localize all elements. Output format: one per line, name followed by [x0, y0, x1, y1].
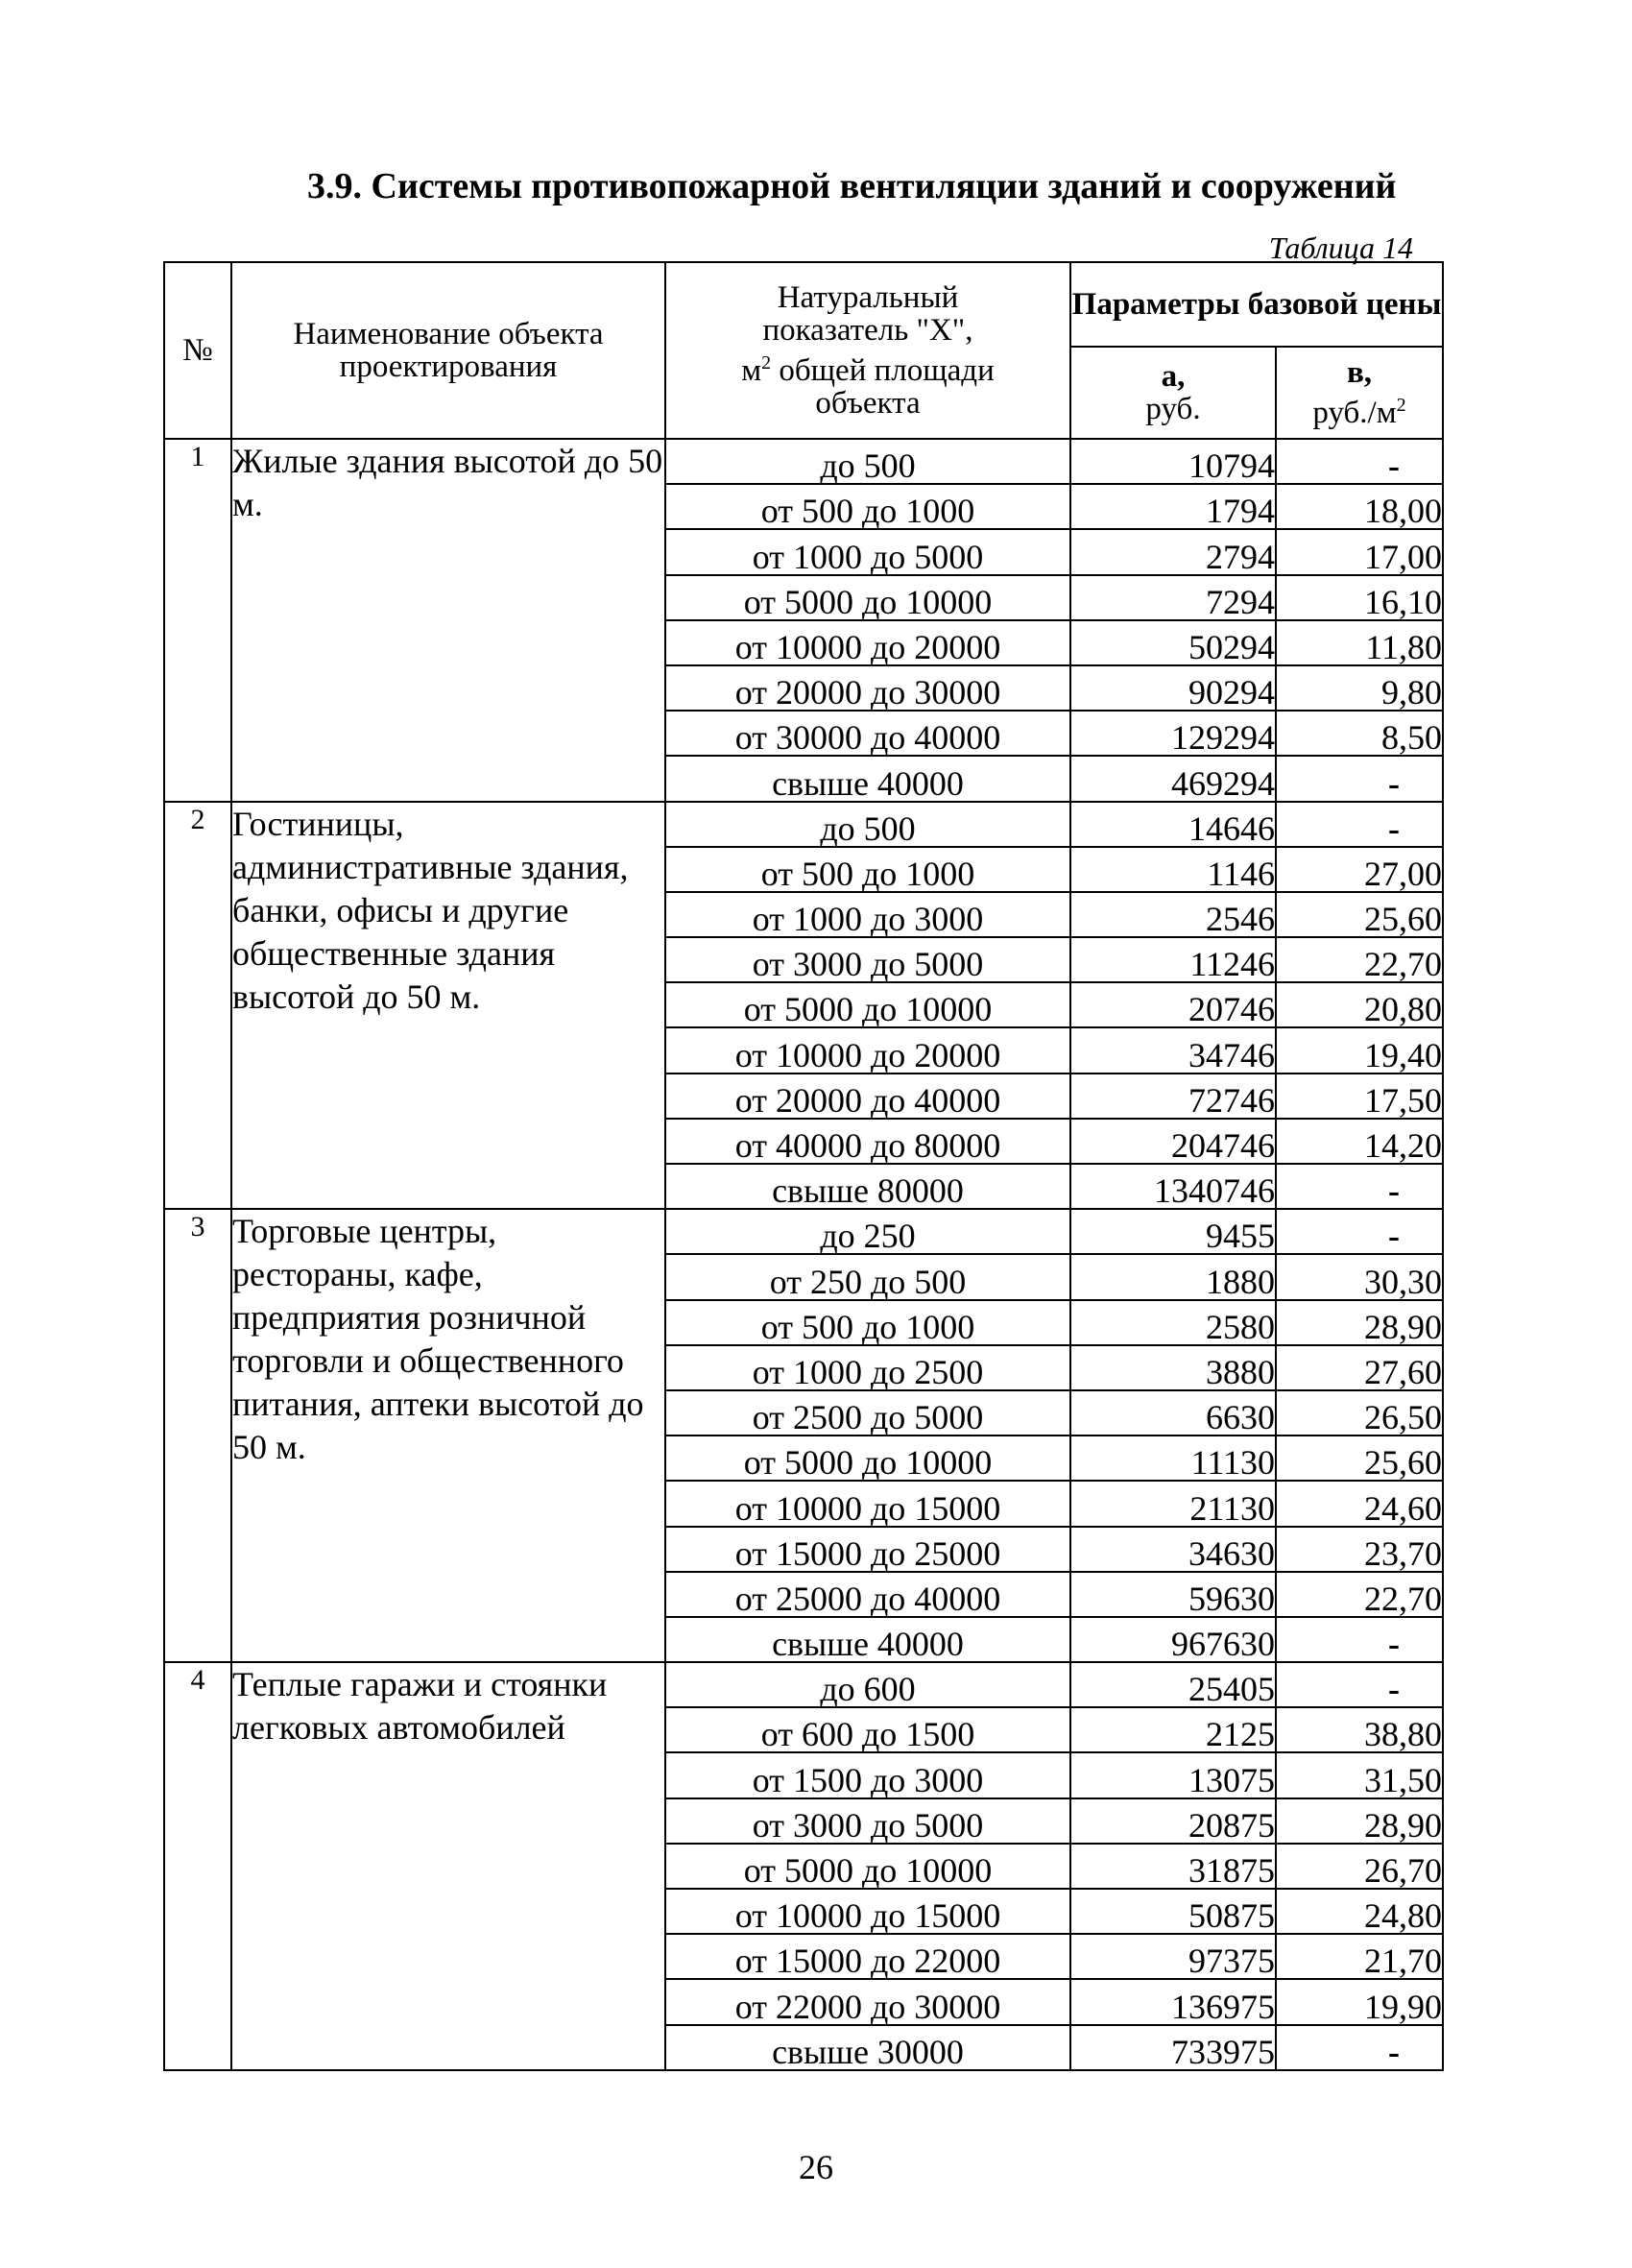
price-a-cell: 97375 — [1070, 1934, 1276, 1979]
area-range-cell: от 15000 до 22000 — [665, 1934, 1070, 1979]
price-b-cell: - — [1276, 802, 1443, 847]
price-a-cell: 50875 — [1070, 1889, 1276, 1934]
header-number: № — [164, 262, 231, 439]
page-title: 3.9. Системы противопожарной вентиляции зданий и сооружений — [307, 166, 1397, 206]
price-a-cell: 2546 — [1070, 892, 1276, 937]
area-range-cell: от 5000 до 10000 — [665, 575, 1070, 620]
group-number: 3 — [164, 1209, 231, 1662]
table-row — [164, 1662, 1443, 1707]
header-base-price-params: Параметры базовой цены — [1070, 262, 1443, 347]
area-range-cell: от 600 до 1500 — [665, 1707, 1070, 1752]
area-range-cell: от 30000 до 40000 — [665, 711, 1070, 756]
header-b-label: в, — [1346, 355, 1373, 390]
table-row — [164, 802, 1443, 847]
price-a-cell: 31875 — [1070, 1844, 1276, 1889]
price-a-cell: 1146 — [1070, 847, 1276, 892]
group-object-name: Гостиницы, административные здания, банки, офисы и другие общественные здания высотой до 50 м. — [231, 802, 665, 1210]
header-a — [1070, 347, 1276, 439]
price-a-cell: 21130 — [1070, 1481, 1276, 1526]
price-b-cell: 31,50 — [1276, 1752, 1443, 1798]
group-object-name: Торговые центры, рестораны, кафе, предприятия розничной торговли и общественного питания, аптеки высотой до 50 м. — [231, 1209, 665, 1662]
price-a-cell: 1880 — [1070, 1254, 1276, 1299]
price-a-cell: 469294 — [1070, 756, 1276, 801]
price-a-cell: 25405 — [1070, 1662, 1276, 1707]
area-range-cell: от 10000 до 20000 — [665, 1027, 1070, 1073]
price-b-cell: - — [1276, 1164, 1443, 1209]
table-row — [164, 439, 1443, 484]
price-b-cell: 22,70 — [1276, 1572, 1443, 1617]
price-b-cell: 11,80 — [1276, 620, 1443, 665]
price-a-cell: 1794 — [1070, 484, 1276, 529]
area-range-cell: до 250 — [665, 1209, 1070, 1254]
price-b-cell: 23,70 — [1276, 1527, 1443, 1572]
group-number: 1 — [164, 439, 231, 802]
price-b-cell: 24,60 — [1276, 1481, 1443, 1526]
price-a-cell: 2794 — [1070, 529, 1276, 574]
price-b-cell: 19,40 — [1276, 1027, 1443, 1073]
header-indicator-unit: м — [741, 353, 762, 388]
area-range-cell: от 500 до 1000 — [665, 847, 1070, 892]
area-range-cell: от 5000 до 10000 — [665, 1436, 1070, 1481]
area-range-cell: от 10000 до 15000 — [665, 1481, 1070, 1526]
group-number: 4 — [164, 1662, 231, 2070]
area-range-cell: от 20000 до 40000 — [665, 1074, 1070, 1119]
price-b-cell: - — [1276, 756, 1443, 801]
price-b-cell: 28,90 — [1276, 1300, 1443, 1345]
price-b-cell: 38,80 — [1276, 1707, 1443, 1752]
group-object-name: Теплые гаражи и стоянки легковых автомобилей — [231, 1662, 665, 2070]
area-range-cell: до 500 — [665, 439, 1070, 484]
header-object-name: Наименование объекта проектирования — [231, 262, 665, 439]
area-range-cell: от 3000 до 5000 — [665, 937, 1070, 982]
header-indicator-line1: Натуральный — [777, 280, 959, 315]
table-caption: Таблица 14 — [1268, 230, 1413, 265]
price-a-cell: 20746 — [1070, 982, 1276, 1027]
price-a-cell: 20875 — [1070, 1798, 1276, 1844]
price-b-cell: 17,50 — [1276, 1074, 1443, 1119]
price-b-cell: 25,60 — [1276, 1436, 1443, 1481]
table-body — [164, 439, 1443, 2070]
area-range-cell: до 500 — [665, 802, 1070, 847]
price-b-cell: 26,70 — [1276, 1844, 1443, 1889]
header-indicator — [665, 262, 1070, 439]
price-a-cell: 129294 — [1070, 711, 1276, 756]
area-range-cell: свыше 40000 — [665, 756, 1070, 801]
area-range-cell: от 250 до 500 — [665, 1254, 1070, 1299]
price-b-cell: 16,10 — [1276, 575, 1443, 620]
area-range-cell: от 3000 до 5000 — [665, 1798, 1070, 1844]
header-b-unit: руб./м — [1312, 396, 1397, 430]
price-b-cell: - — [1276, 2025, 1443, 2070]
header-indicator-line4: объекта — [815, 386, 921, 421]
price-a-cell: 136975 — [1070, 1979, 1276, 2024]
area-range-cell: от 5000 до 10000 — [665, 1844, 1070, 1889]
price-b-cell: 21,70 — [1276, 1934, 1443, 1979]
price-b-cell: 26,50 — [1276, 1390, 1443, 1436]
area-range-cell: от 2500 до 5000 — [665, 1390, 1070, 1436]
page-number: 26 — [799, 2148, 833, 2186]
price-a-cell: 204746 — [1070, 1119, 1276, 1164]
price-b-cell: 24,80 — [1276, 1889, 1443, 1934]
price-b-cell: 20,80 — [1276, 982, 1443, 1027]
area-range-cell: от 10000 до 15000 — [665, 1889, 1070, 1934]
price-a-cell: 13075 — [1070, 1752, 1276, 1798]
price-a-cell: 34630 — [1070, 1527, 1276, 1572]
table-row — [164, 1209, 1443, 1254]
price-a-cell: 2125 — [1070, 1707, 1276, 1752]
area-range-cell: от 22000 до 30000 — [665, 1979, 1070, 2024]
price-a-cell: 90294 — [1070, 665, 1276, 711]
price-b-cell: 19,90 — [1276, 1979, 1443, 2024]
area-range-cell: до 600 — [665, 1662, 1070, 1707]
price-b-cell: 30,30 — [1276, 1254, 1443, 1299]
price-b-cell: - — [1276, 439, 1443, 484]
price-b-cell: 27,60 — [1276, 1345, 1443, 1390]
price-b-cell: 18,00 — [1276, 484, 1443, 529]
group-object-name: Жилые здания высотой до 50 м. — [231, 439, 665, 802]
area-range-cell: от 1500 до 3000 — [665, 1752, 1070, 1798]
area-range-cell: от 40000 до 80000 — [665, 1119, 1070, 1164]
price-a-cell: 967630 — [1070, 1617, 1276, 1662]
area-range-cell: от 25000 до 40000 — [665, 1572, 1070, 1617]
header-a-label: а, — [1161, 359, 1186, 394]
area-range-cell: от 15000 до 25000 — [665, 1527, 1070, 1572]
price-a-cell: 6630 — [1070, 1390, 1276, 1436]
price-b-cell: 9,80 — [1276, 665, 1443, 711]
price-b-cell: - — [1276, 1662, 1443, 1707]
header-b — [1276, 347, 1443, 439]
price-b-cell: 8,50 — [1276, 711, 1443, 756]
price-a-cell: 2580 — [1070, 1300, 1276, 1345]
price-b-cell: 22,70 — [1276, 937, 1443, 982]
header-b-sup: 2 — [1396, 395, 1406, 416]
price-b-cell: 27,00 — [1276, 847, 1443, 892]
price-table — [163, 261, 1444, 2071]
price-a-cell: 11246 — [1070, 937, 1276, 982]
price-a-cell: 733975 — [1070, 2025, 1276, 2070]
price-a-cell: 7294 — [1070, 575, 1276, 620]
price-b-cell: 25,60 — [1276, 892, 1443, 937]
area-range-cell: свыше 40000 — [665, 1617, 1070, 1662]
price-b-cell: 28,90 — [1276, 1798, 1443, 1844]
area-range-cell: от 5000 до 10000 — [665, 982, 1070, 1027]
area-range-cell: от 500 до 1000 — [665, 1300, 1070, 1345]
header-a-unit: руб. — [1145, 392, 1201, 426]
price-b-cell: - — [1276, 1617, 1443, 1662]
price-a-cell: 1340746 — [1070, 1164, 1276, 1209]
header-indicator-line3: общей площади — [771, 353, 995, 388]
price-a-cell: 3880 — [1070, 1345, 1276, 1390]
price-b-cell: - — [1276, 1209, 1443, 1254]
price-a-cell: 34746 — [1070, 1027, 1276, 1073]
price-a-cell: 9455 — [1070, 1209, 1276, 1254]
price-a-cell: 14646 — [1070, 802, 1276, 847]
price-a-cell: 50294 — [1070, 620, 1276, 665]
area-range-cell: от 1000 до 2500 — [665, 1345, 1070, 1390]
price-a-cell: 10794 — [1070, 439, 1276, 484]
area-range-cell: от 10000 до 20000 — [665, 620, 1070, 665]
area-range-cell: от 20000 до 30000 — [665, 665, 1070, 711]
header-indicator-line2: показатель "X", — [762, 313, 973, 348]
price-a-cell: 72746 — [1070, 1074, 1276, 1119]
area-range-cell: свыше 30000 — [665, 2025, 1070, 2070]
price-b-cell: 14,20 — [1276, 1119, 1443, 1164]
area-range-cell: от 500 до 1000 — [665, 484, 1070, 529]
header-indicator-sup: 2 — [761, 352, 772, 374]
group-number: 2 — [164, 802, 231, 1210]
price-b-cell: 17,00 — [1276, 529, 1443, 574]
price-a-cell: 11130 — [1070, 1436, 1276, 1481]
area-range-cell: свыше 80000 — [665, 1164, 1070, 1209]
price-a-cell: 59630 — [1070, 1572, 1276, 1617]
area-range-cell: от 1000 до 3000 — [665, 892, 1070, 937]
area-range-cell: от 1000 до 5000 — [665, 529, 1070, 574]
